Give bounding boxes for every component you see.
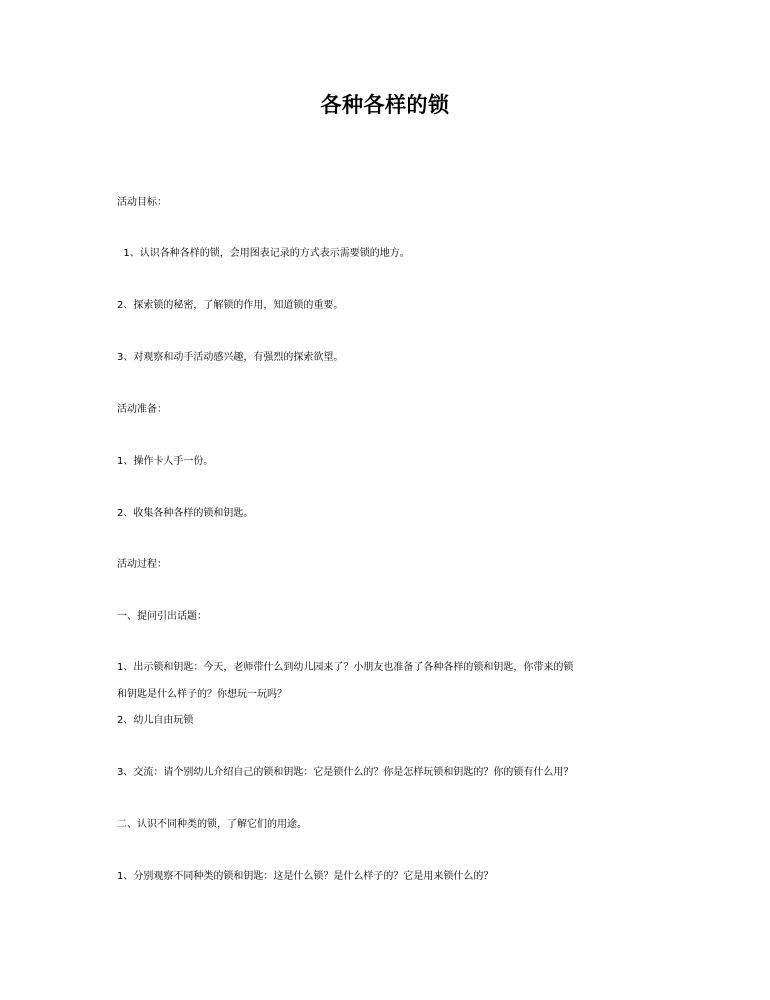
section-heading-preparation: 活动准备： bbox=[117, 404, 167, 415]
section-heading-goals: 活动目标： bbox=[117, 197, 167, 208]
paragraph: 1、出示锁和钥匙：今天，老师带什么到幼儿园来了？小朋友也准备了各种各样的锁和钥匙，你带来的锁 bbox=[117, 662, 574, 673]
section-heading-process: 活动过程： bbox=[117, 559, 167, 570]
paragraph: 2、探索锁的秘密，了解锁的作用，知道锁的重要。 bbox=[117, 300, 344, 311]
paragraph: 二、认识不同种类的锁，了解它们的用途。 bbox=[117, 819, 307, 830]
paragraph: 1、分别观察不同种类的锁和钥匙：这是什么锁？是什么样子的？它是用来锁什么的？ bbox=[117, 871, 494, 882]
document-title: 各种各样的锁 bbox=[320, 93, 450, 117]
paragraph: 3、对观察和动手活动感兴趣，有强烈的探索欲望。 bbox=[117, 352, 344, 363]
paragraph: 一、提问引出话题： bbox=[117, 611, 207, 622]
paragraph: 1、认识各种各样的锁，会用图表记录的方式表示需要锁的地方。 bbox=[117, 248, 410, 259]
paragraph: 1、操作卡人手一份。 bbox=[117, 456, 214, 467]
paragraph: 2、幼儿自由玩锁 bbox=[117, 715, 194, 726]
paragraph: 和钥匙是什么样子的？你想玩一玩吗？ bbox=[117, 689, 287, 700]
paragraph: 3、交流：请个别幼儿介绍自己的锁和钥匙：它是锁什么的？你是怎样玩锁和钥匙的？你的锁有什么用？ bbox=[117, 767, 574, 778]
paragraph: 2、收集各种各样的锁和钥匙。 bbox=[117, 508, 254, 519]
